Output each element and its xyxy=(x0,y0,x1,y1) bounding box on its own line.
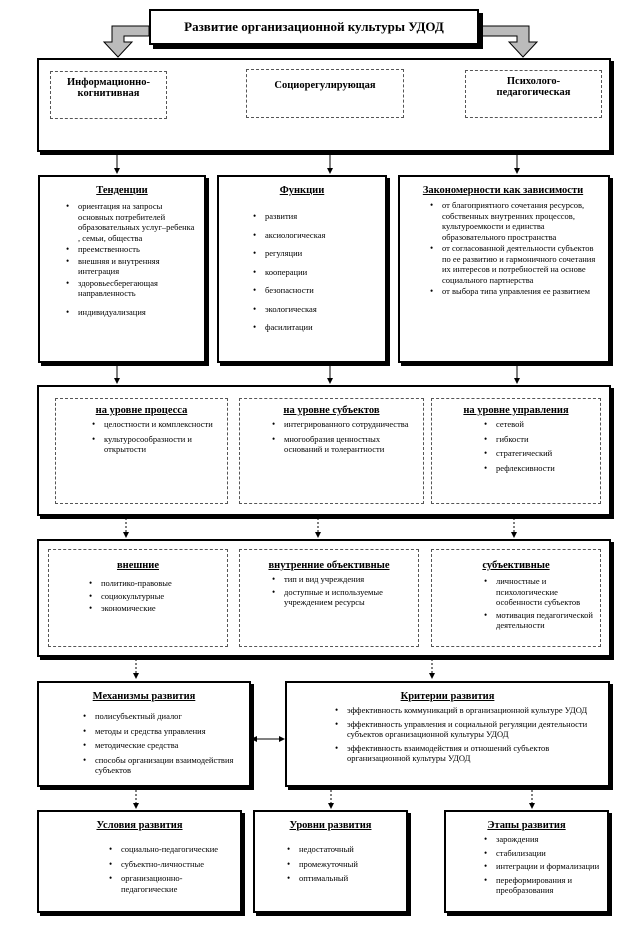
tendencies-heading: Тенденции xyxy=(96,185,148,196)
stages-list xyxy=(478,834,603,896)
level-process-list xyxy=(86,419,223,455)
type-info-cognitive: Информационно-когнитивная xyxy=(50,71,167,119)
list-item: • организационно-педагогические xyxy=(121,873,236,894)
list-item: • субъектно-личностные xyxy=(121,859,236,870)
dev-levels-box xyxy=(253,810,408,913)
level-management-heading: на уровне управления xyxy=(463,405,569,416)
factor-internal-heading: внутренние объективные xyxy=(268,560,390,571)
level-process-heading: на уровне процесса xyxy=(95,405,188,416)
mechanisms-heading: Механизмы развития xyxy=(92,691,196,702)
list-item: • личностные и психологические особенности субъектов xyxy=(496,576,596,608)
list-item: • зарождения xyxy=(496,834,603,845)
list-item: • стабилизации xyxy=(496,848,603,859)
list-item: • экологическая xyxy=(265,304,379,315)
functions-box xyxy=(217,175,387,363)
list-item: • кооперации xyxy=(265,267,379,278)
list-item: • способы организации взаимодействия субъектов xyxy=(95,755,245,776)
list-item: • регуляции xyxy=(265,248,379,259)
list-item: • методические средства xyxy=(95,740,245,751)
diagram-title: Развитие организационной культуры УДОД xyxy=(149,9,479,45)
dev-levels-heading: Уровни развития xyxy=(289,820,372,831)
list-item: • недостаточный xyxy=(299,844,402,855)
list-item: • аксиологическая xyxy=(265,230,379,241)
list-item: • фасилитации xyxy=(265,322,379,333)
list-item: • внешняя и внутренняя интеграция xyxy=(78,256,198,277)
list-item: • ориентация на запросы основных потребителей образовательных услуг–ребенка , семьи, общества xyxy=(78,201,198,243)
list-item: • тип и вид учреждения xyxy=(284,574,414,585)
list-item: • политико-правовые xyxy=(101,578,223,589)
list-item: • доступные и используемые учреждением ресурсы xyxy=(284,587,414,608)
list-item: • целостности и комплексности xyxy=(104,419,223,430)
level-subjects-list xyxy=(266,419,419,455)
stages-heading: Этапы развития xyxy=(487,820,566,831)
list-item: • от благоприятного сочетания ресурсов, собственных внутренних процессов, культуроемкости и единства образовательного пространства xyxy=(442,200,602,242)
conditions-list xyxy=(103,844,236,894)
conditions-box xyxy=(37,810,242,913)
list-item: • здоровьесберегающая направленность xyxy=(78,278,198,299)
list-item: • социокультурные xyxy=(101,591,223,602)
factor-external-box xyxy=(48,549,228,647)
list-item: • эффективность взаимодействия и отношений субъектов организационной культуры УДОД xyxy=(347,743,604,764)
criteria-heading: Критерии развития xyxy=(400,691,495,702)
list-item: • стратегический xyxy=(496,448,596,459)
factor-internal-box xyxy=(239,549,419,647)
list-item: • полисубъектный диалог xyxy=(95,711,245,722)
level-subjects-heading: на уровне субъектов xyxy=(283,405,380,416)
list-item: • переформирования и преобразования xyxy=(496,875,603,896)
factor-external-heading: внешние xyxy=(116,560,159,571)
list-item: • безопасности xyxy=(265,285,379,296)
functions-heading: Функции xyxy=(279,185,325,196)
list-item: • развития xyxy=(265,211,379,222)
factor-subjective-heading: субъективные xyxy=(482,560,550,571)
list-item: • эффективность коммуникаций в организационной культуре УДОД xyxy=(347,705,604,716)
list-item: • социально-педагогические xyxy=(121,844,236,855)
list-item: • культуросообразности и открытости xyxy=(104,434,223,455)
level-subjects-box xyxy=(239,398,424,504)
block-arrow-left xyxy=(104,26,149,57)
list-item: • многообразия ценностных оснований и толерантности xyxy=(284,434,419,455)
list-item: • от согласованной деятельности субъектов по ее развитию и гармоничного сочетания их интересов и потребностей на основе социального партнерства xyxy=(442,243,602,285)
type-psycho-pedagogical: Психолого-педагогическая xyxy=(465,70,602,118)
factor-subjective-box xyxy=(431,549,601,647)
list-item: • гибкости xyxy=(496,434,596,445)
block-arrow-right xyxy=(479,26,537,57)
list-item: • сетевой xyxy=(496,419,596,430)
laws-heading: Закономерности как зависимости xyxy=(422,185,584,196)
list-item: • промежуточный xyxy=(299,859,402,870)
list-item: • рефлексивности xyxy=(496,463,596,474)
level-process-box xyxy=(55,398,228,504)
dev-levels-list xyxy=(281,844,402,884)
list-item: • мотивация педагогической деятельности xyxy=(496,610,596,631)
list-item: • методы и средства управления xyxy=(95,726,245,737)
list-item: • эффективность управления и социальной регуляции деятельности субъектов организационной культуры УДОД xyxy=(347,719,604,740)
list-item: • индивидуализация xyxy=(78,307,198,318)
criteria-list xyxy=(329,705,604,764)
factor-subjective-list xyxy=(478,576,596,631)
laws-box xyxy=(398,175,610,363)
mechanisms-box xyxy=(37,681,251,787)
functions-list xyxy=(247,211,379,333)
stages-box xyxy=(444,810,609,913)
level-management-box xyxy=(431,398,601,504)
list-item: • экономические xyxy=(101,603,223,614)
tendencies-list xyxy=(60,201,198,317)
list-item: • интеграции и формализации xyxy=(496,861,603,872)
tendencies-box xyxy=(38,175,206,363)
mechanisms-list xyxy=(77,711,245,776)
criteria-box xyxy=(285,681,610,787)
list-item: • интегрированного сотрудничества xyxy=(284,419,419,430)
factor-internal-list xyxy=(266,574,414,608)
list-item: • от выбора типа управления ее развитием xyxy=(442,286,602,297)
level-management-list xyxy=(478,419,596,473)
conditions-heading: Условия развития xyxy=(96,820,183,831)
list-item: • преемственность xyxy=(78,244,198,255)
type-socioregulating: Социорегулирующая xyxy=(246,69,404,118)
laws-list xyxy=(424,200,602,297)
factor-external-list xyxy=(83,578,223,614)
list-item: • оптимальный xyxy=(299,873,402,884)
